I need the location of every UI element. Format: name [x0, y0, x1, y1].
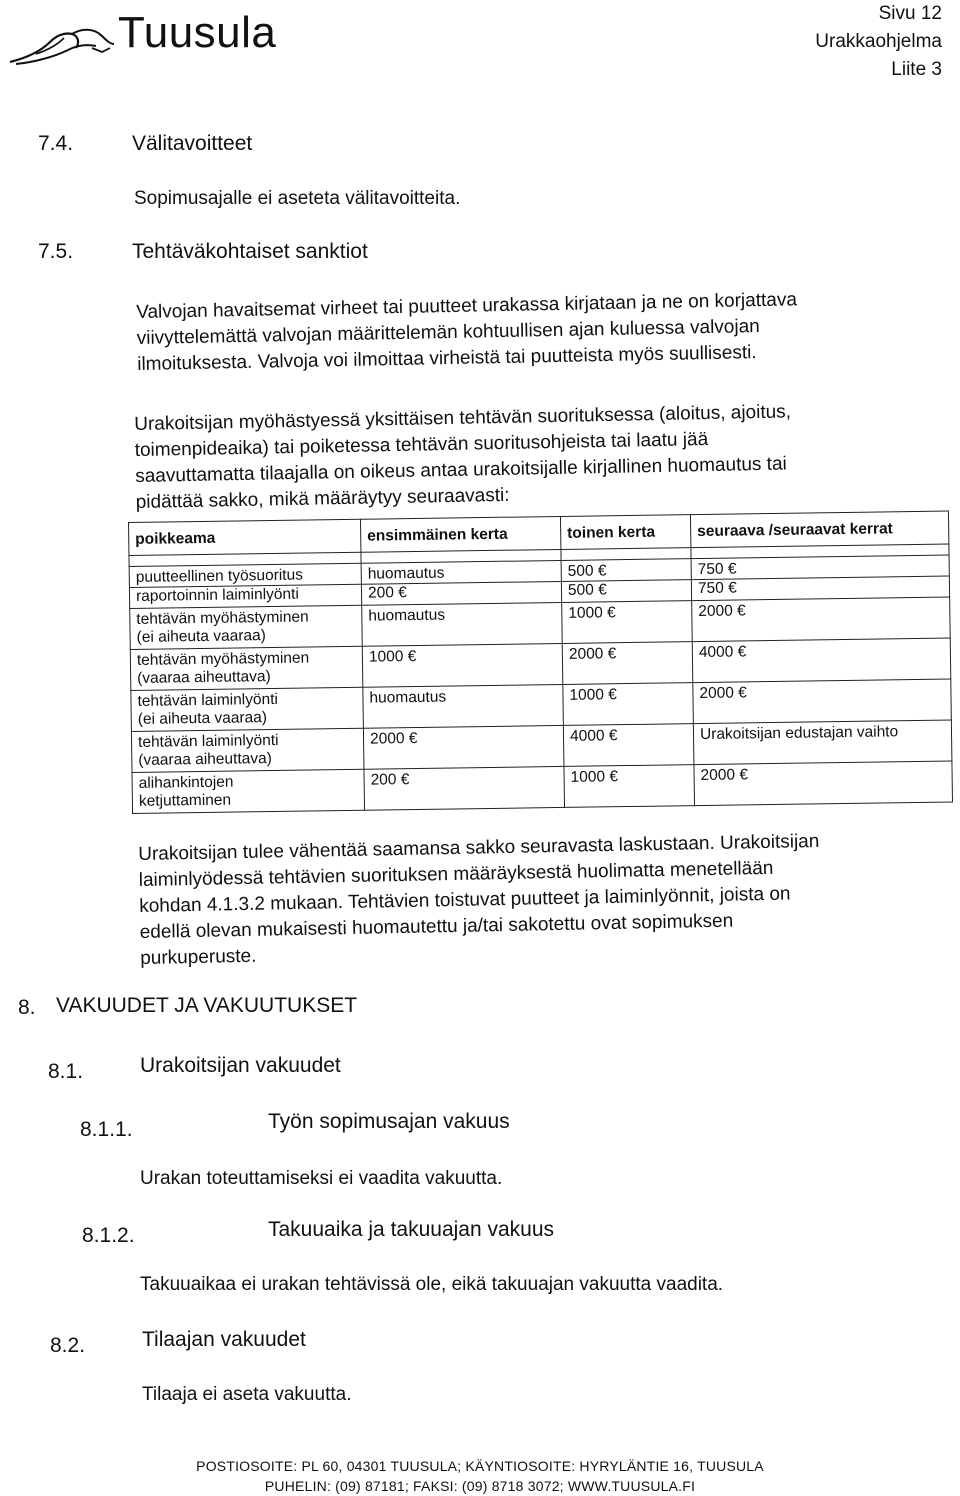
table-cell: 4000 €	[563, 724, 694, 767]
sanction-table	[128, 511, 953, 814]
paragraph-line: saavuttamatta tilaajalla on oikeus antaa urakoitsijalle kirjallinen huomautus tai	[135, 453, 787, 487]
table-cell: 2000 €	[363, 725, 564, 769]
sanction-table-wrapper	[128, 522, 949, 814]
section-8-1-2-title: Takuuaika ja takuuajan vakuus	[268, 1218, 555, 1241]
table-cell: Urakoitsijan edustajan vaihto	[693, 720, 952, 765]
table-cell	[129, 563, 362, 608]
section-7-5-paragraph-3	[138, 829, 822, 972]
cell-line: raportoinnin laiminlyönti	[135, 585, 299, 605]
column-header: poikkeama	[129, 519, 361, 555]
attachment-label: Liite 3	[891, 59, 942, 80]
section-8-1-2-number: 8.1.2.	[82, 1224, 135, 1247]
section-7-5-paragraph-2	[134, 399, 793, 516]
table-cell: huomautus	[362, 602, 563, 646]
paragraph-line: laiminlyödessä tehtävien suorituksen määräyksestä huolimatta menetellään	[138, 857, 774, 891]
section-8-1-1-number: 8.1.1.	[80, 1118, 133, 1141]
section-8-1-title: Urakoitsijan vakuudet	[140, 1054, 341, 1077]
table-cell: 1000 €	[562, 601, 693, 644]
column-header: ensimmäinen kerta	[360, 516, 560, 552]
paragraph-line: pidättää sakko, mikä määräytyy seuraavasti:	[135, 484, 510, 513]
paragraph-line: Urakoitsijan tulee vähentää saamansa sakko seuravasta laskustaan. Urakoitsijan	[138, 830, 820, 865]
cell-line: tehtävän laiminlyönti	[137, 731, 279, 751]
table-cell: 4000 €	[692, 638, 951, 683]
page-header-info	[815, 0, 942, 84]
section-8-1-1-title: Työn sopimusajan vakuus	[268, 1110, 510, 1133]
cell-line: huomautus	[362, 563, 561, 585]
table-cell	[130, 646, 363, 690]
section-8-number: 8.	[18, 996, 36, 1019]
section-7-4-title: Välitavoitteet	[132, 132, 253, 155]
paragraph-line: viivyttelemättä valvojan määrittelemän kohtuullisen ajan kuluessa valvojan	[136, 316, 760, 349]
cell-line: (ei aiheuta vaaraa)	[136, 627, 266, 646]
paragraph-line: ilmoituksesta. Valvoja voi ilmoittaa virheistä tai puutteista myös suullisesti.	[137, 342, 757, 375]
cell-line: tehtävän myöhästyminen	[136, 649, 310, 669]
table-cell: 200 €	[364, 766, 565, 810]
section-8-2-text: Tilaaja ei aseta vakuutta.	[142, 1384, 352, 1405]
cell-line: tehtävän laiminlyönti	[137, 690, 279, 710]
section-7-4-number: 7.4.	[38, 132, 74, 155]
paragraph-line: Urakoitsijan myöhästyessä yksittäisen tehtävän suorituksessa (aloitus, ajoitus,	[134, 401, 792, 435]
cell-line: 500 €	[567, 581, 607, 599]
table-cell: huomautus	[363, 684, 564, 728]
page-number: Sivu 12	[878, 3, 942, 24]
cell-line: 750 €	[692, 558, 949, 581]
document-title: Urakkaohjelma	[815, 31, 942, 52]
column-header: toinen kerta	[560, 515, 690, 550]
page-footer	[0, 1456, 960, 1496]
table-cell: 2000 €	[694, 761, 953, 806]
paragraph-line: edellä olevan mukaisesti huomautettu ja/tai sakotettu ovat sopimuksen	[139, 910, 734, 943]
section-8-2-title: Tilaajan vakuudet	[142, 1328, 306, 1351]
swan-logo-icon	[6, 22, 116, 68]
section-7-5-number: 7.5.	[38, 240, 74, 263]
section-8-title: VAKUUDET JA VAKUUTUKSET	[56, 994, 358, 1017]
section-7-5-title: Tehtäväkohtaiset sanktiot	[132, 240, 368, 263]
table-cell: 2000 €	[693, 679, 952, 724]
paragraph-line: kohdan 4.1.3.2 mukaan. Tehtävien toistuvat puutteet ja laiminlyönnit, joista on	[139, 883, 791, 917]
cell-line: alihankintojen	[138, 773, 234, 792]
footer-address: POSTIOSOITE: PL 60, 04301 TUUSULA; KÄYNTIOSOITE: HYRYLÄNTIE 16, TUUSULA	[196, 1458, 764, 1474]
section-8-1-number: 8.1.	[48, 1060, 84, 1083]
table-cell	[132, 769, 365, 813]
cell-line: tehtävän myöhästyminen	[136, 608, 309, 628]
table-cell	[130, 605, 363, 649]
section-8-2-number: 8.2.	[50, 1334, 86, 1357]
paragraph-line: toimenpideaika) tai poiketessa tehtävän suoritusohjeista tai laatu jää	[134, 428, 709, 461]
cell-line: puutteellinen työsuoritus	[130, 566, 361, 588]
table-cell: 2000 €	[692, 597, 951, 642]
table-cell: 2000 €	[562, 642, 693, 685]
table-cell: 1000 €	[362, 643, 563, 687]
table-cell	[131, 687, 364, 731]
table-cell	[691, 555, 950, 601]
section-7-5-paragraph-1	[136, 287, 798, 378]
cell-line: (ei aiheuta vaaraa)	[137, 709, 268, 728]
section-8-1-1-text: Urakan toteuttamiseksi ei vaadita vakuutta.	[140, 1168, 503, 1189]
cell-line: ketjuttaminen	[138, 791, 232, 810]
paragraph-line: purkuperuste.	[140, 945, 257, 969]
table-cell: 1000 €	[563, 683, 694, 726]
table-cell	[131, 728, 364, 772]
table-cell	[561, 559, 692, 603]
table-cell	[361, 560, 562, 605]
paragraph-line: Valvojan havaitsemat virheet tai puutteet urakassa kirjataan ja ne on korjattava	[136, 289, 798, 323]
cell-line: 500 €	[562, 561, 691, 582]
cell-line: 200 €	[367, 584, 407, 602]
logo-wordmark: Tuusula	[118, 8, 277, 57]
tuusula-logo	[6, 8, 306, 68]
section-8-1-2-text: Takuuaikaa ei urakan tehtävissä ole, eikä takuuajan vakuutta vaadita.	[140, 1274, 724, 1295]
table-cell: 1000 €	[564, 765, 695, 808]
cell-line: 750 €	[697, 579, 737, 598]
section-7-4-text: Sopimusajalle ei aseteta välitavoitteita.	[134, 188, 461, 209]
footer-contact: PUHELIN: (09) 87181; FAKSI: (09) 8718 3072; WWW.TUUSULA.FI	[264, 1478, 696, 1494]
column-header: seuraava /seuraavat kerrat	[690, 511, 948, 548]
cell-line: (vaaraa aiheuttava)	[137, 668, 271, 687]
cell-line: (vaaraa aiheuttava)	[138, 750, 272, 769]
